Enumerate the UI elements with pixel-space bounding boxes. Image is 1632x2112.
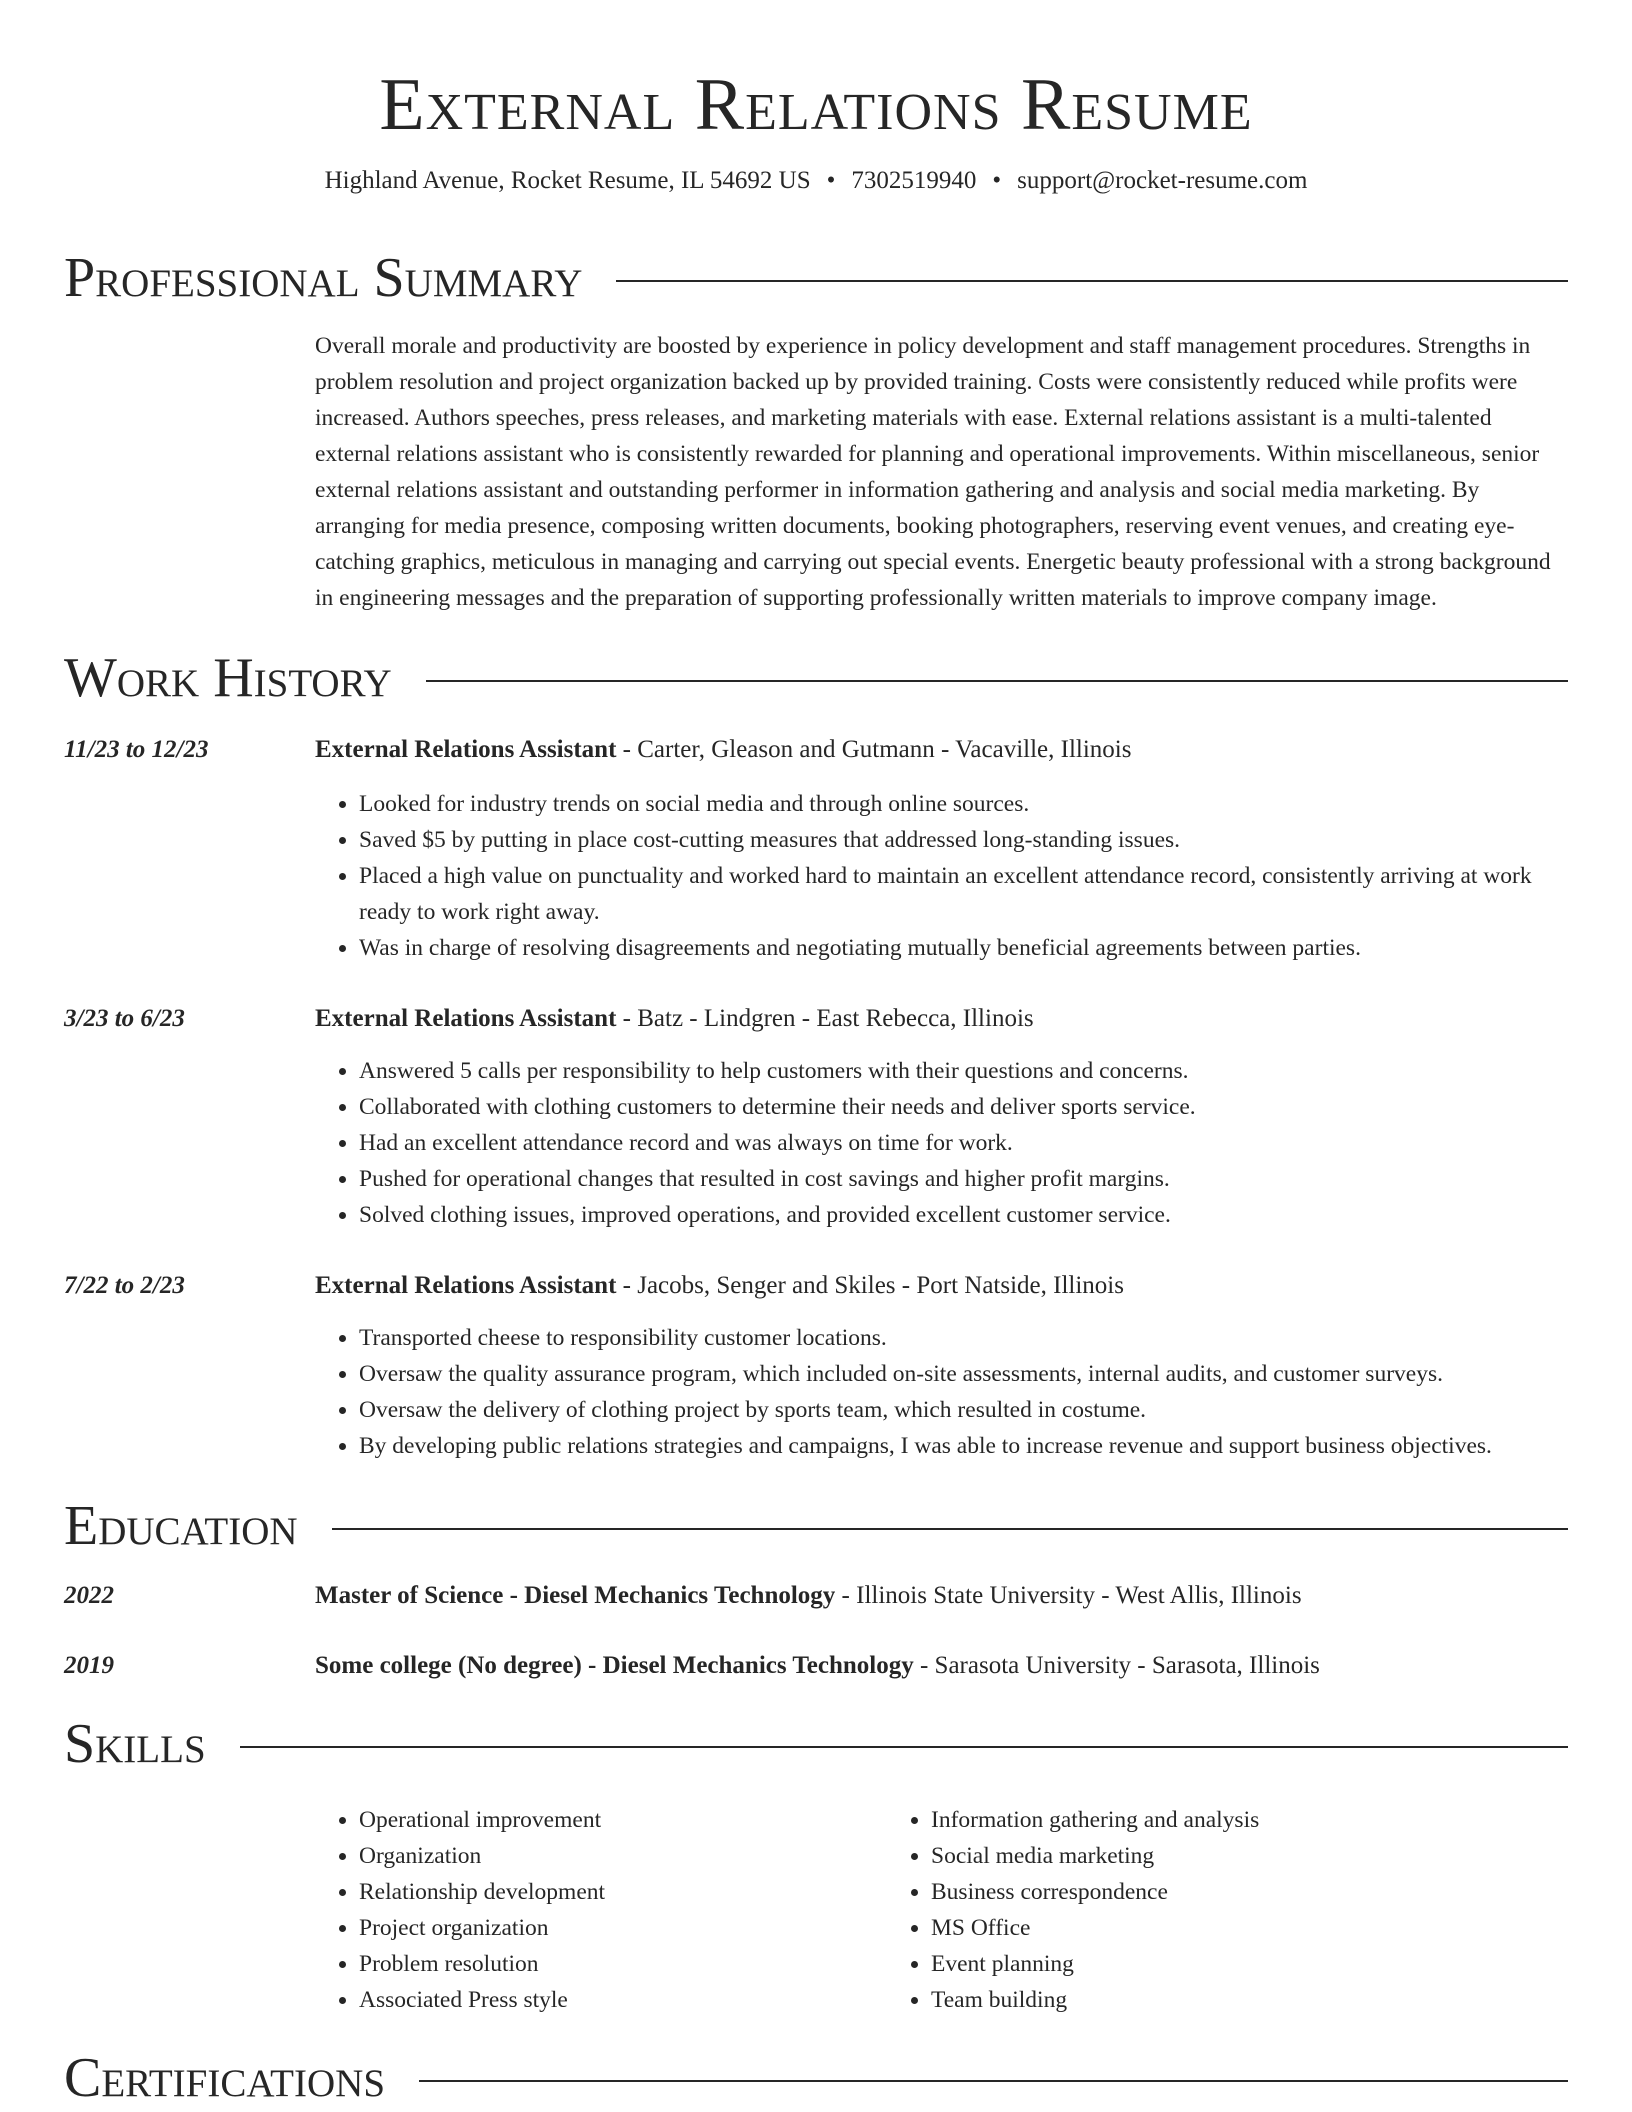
job-header <box>315 732 1568 768</box>
list-item: • Associated Press style <box>359 1982 887 2018</box>
job-details: - Carter, Gleason and Gutmann - Vacaville, Illinois <box>616 736 1132 763</box>
list-item: • MS Office <box>931 1910 1459 1946</box>
education-entry <box>64 1648 1568 1684</box>
certifications-heading: Certifications <box>64 2047 386 2109</box>
job-bullets <box>315 1320 1568 1464</box>
list-item: • Saved $5 by putting in place cost-cutting measures that addressed long-standing issues. <box>359 822 1568 858</box>
list-item: • Solved clothing issues, improved operations, and provided excellent customer service. <box>359 1197 1568 1233</box>
list-item: • Operational improvement <box>359 1802 887 1838</box>
list-item: • Relationship development <box>359 1874 887 1910</box>
job-title: External Relations Assistant <box>315 736 617 763</box>
job-header <box>315 1001 1568 1037</box>
job-dates: 11/23 to 12/23 <box>64 736 209 763</box>
section-divider <box>616 280 1568 282</box>
job-header <box>315 1268 1568 1304</box>
contact-phone: 7302519940 <box>851 167 977 194</box>
education-degree: Master of Science - Diesel Mechanics Technology <box>315 1582 836 1609</box>
job-details: - Batz - Lindgren - East Rebecca, Illinois <box>616 1005 1034 1032</box>
education-year: 2019 <box>64 1652 114 1679</box>
certifications-section-header <box>64 2048 1568 2108</box>
job-title: External Relations Assistant <box>315 1005 617 1032</box>
list-item: • Business correspondence <box>931 1874 1459 1910</box>
work-heading: Work History <box>64 647 392 709</box>
list-item: • Oversaw the quality assurance program, which included on-site assessments, internal audits, and customer surveys. <box>359 1356 1568 1392</box>
list-item: • By developing public relations strategies and campaigns, I was able to increase revenue and support business objectives. <box>359 1428 1568 1464</box>
list-item: • Social media marketing <box>931 1838 1459 1874</box>
contact-separator: • <box>826 167 836 194</box>
job-body <box>315 1268 1568 1464</box>
list-item: • Looked for industry trends on social media and through online sources. <box>359 786 1568 822</box>
list-item: • Project organization <box>359 1910 887 1946</box>
job-entry <box>64 1268 1568 1464</box>
list-item: • Pushed for operational changes that resulted in cost savings and higher profit margins. <box>359 1161 1568 1197</box>
list-item: • Team building <box>931 1982 1459 2018</box>
job-body <box>315 732 1568 966</box>
contact-address: Highland Avenue, Rocket Resume, IL 54692 US <box>324 167 811 194</box>
skills-list <box>315 1802 1568 2018</box>
education-entry <box>64 1578 1568 1614</box>
list-item: • Transported cheese to responsibility customer locations. <box>359 1320 1568 1356</box>
contact-line <box>64 164 1568 198</box>
education-header <box>315 1578 1568 1614</box>
education-details: - Illinois State University - West Allis, Illinois <box>835 1582 1302 1609</box>
education-degree: Some college (No degree) - Diesel Mechanics Technology <box>315 1652 914 1679</box>
list-item: • Organization <box>359 1838 887 1874</box>
skills-heading: Skills <box>64 1713 206 1775</box>
skills-column-left <box>315 1802 887 2018</box>
section-divider <box>426 680 1568 682</box>
job-dates: 3/23 to 6/23 <box>64 1005 185 1032</box>
section-divider <box>419 2080 1568 2082</box>
summary-text: Overall morale and productivity are boosted by experience in policy development and staff management procedures. Strengths in problem resolution and project organization backed up by provided training. Costs were consistently reduced while profits were increased. Authors speeches, press releases, and marketing materials with ease. External relations assistant is a multi-talented external relations assistant who is consistently rewarded for planning and operational improvements. Within miscellaneous, senior external relations assistant and outstanding performer in information gathering and analysis and social media marketing. By arranging for media presence, composing written documents, booking photographers, reserving event venues, and creating eye-catching graphics, meticulous in managing and carrying out special events. Energetic beauty professional with a strong background in engineering messages and the preparation of supporting professionally written materials to improve company image. <box>315 333 1551 611</box>
contact-email: support@rocket-resume.com <box>1017 167 1308 194</box>
job-details: - Jacobs, Senger and Skiles - Port Natside, Illinois <box>616 1272 1124 1299</box>
section-divider <box>240 1746 1568 1748</box>
list-item: • Oversaw the delivery of clothing project by sports team, which resulted in costume. <box>359 1392 1568 1428</box>
job-entry <box>64 732 1568 966</box>
job-entry <box>64 1001 1568 1233</box>
summary-section-header <box>64 248 1568 308</box>
list-item: • Placed a high value on punctuality and worked hard to maintain an excellent attendance record, consistently arriving at work ready to work right away. <box>359 858 1568 930</box>
summary-heading: Professional Summary <box>64 247 583 309</box>
work-section-header <box>64 648 1568 708</box>
education-details: - Sarasota University - Sarasota, Illinois <box>913 1652 1320 1679</box>
list-item: • Collaborated with clothing customers to determine their needs and deliver sports service. <box>359 1089 1568 1125</box>
list-item: • Problem resolution <box>359 1946 887 1982</box>
job-body <box>315 1001 1568 1233</box>
education-heading: Education <box>64 1495 298 1557</box>
education-year: 2022 <box>64 1582 114 1609</box>
list-item: • Answered 5 calls per responsibility to help customers with their questions and concerns. <box>359 1053 1568 1089</box>
list-item: • Was in charge of resolving disagreements and negotiating mutually beneficial agreements between parties. <box>359 930 1568 966</box>
skills-column-right <box>887 1802 1459 2018</box>
contact-separator: • <box>992 167 1002 194</box>
job-bullets <box>315 786 1568 966</box>
skills-section-header <box>64 1714 1568 1774</box>
job-title: External Relations Assistant <box>315 1272 617 1299</box>
list-item: • Had an excellent attendance record and was always on time for work. <box>359 1125 1568 1161</box>
list-item: • Information gathering and analysis <box>931 1802 1459 1838</box>
education-header <box>315 1648 1568 1684</box>
job-bullets <box>315 1053 1568 1233</box>
resume-title: External Relations Resume <box>379 64 1253 146</box>
job-dates: 7/22 to 2/23 <box>64 1272 185 1299</box>
section-divider <box>332 1528 1568 1530</box>
education-section-header <box>64 1496 1568 1556</box>
list-item: • Event planning <box>931 1946 1459 1982</box>
